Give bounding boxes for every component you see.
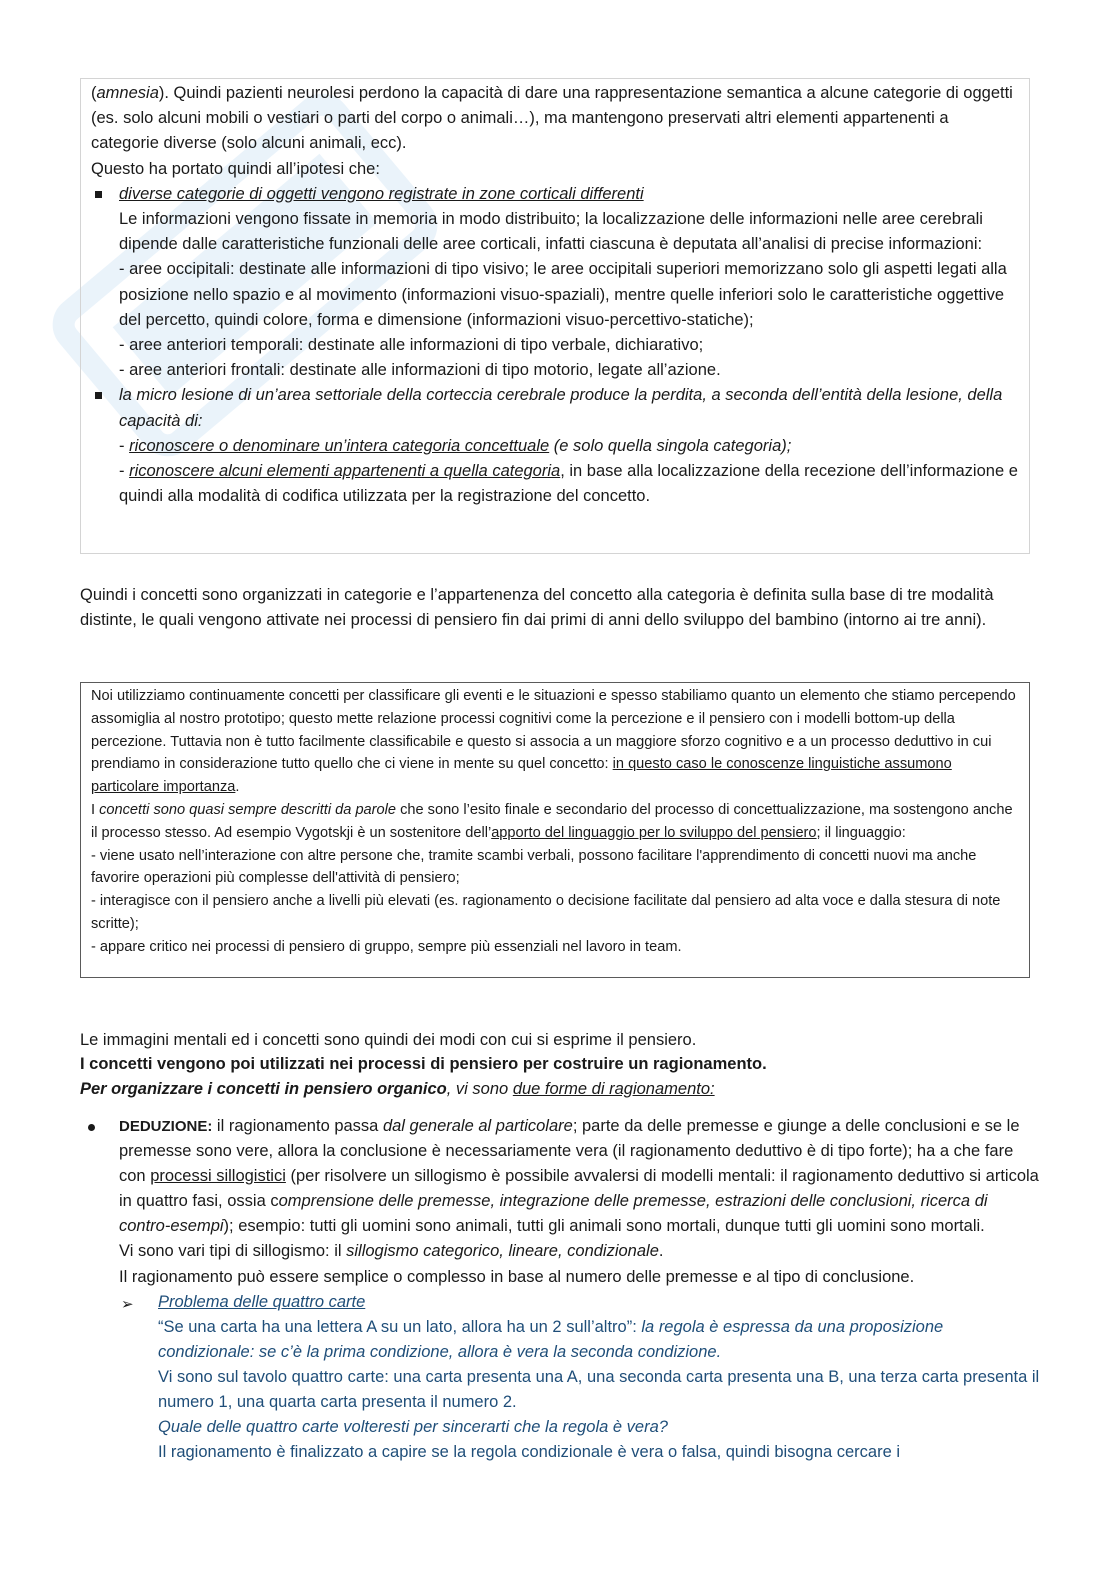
problema-ragionamento: Il ragionamento è finalizzato a capire se la regola condizionale è vera o falsa, quindi bisogna cercare i [158, 1443, 901, 1462]
deduzione-paragraph: DEDUZIONE: il ragionamento passa dal generale al particolare; parte da delle premesse e giunge a delle conclusioni e se le premesse sono vere, allora la conclusione è necessariamente vera (il ragionamento deduttivo è di tipo forte); ha a che fare con processi sillogistici (per risolvere un sillogismo è possibile avvalersi di modelli mentali: il ragionamento deduttivo si articola in quattro fasi, ossia comprensione delle premesse, integrazione delle premesse, estrazioni delle conclusioni, ricerca di contro-esempi); esempio: tutti gli uomini sono animali, tutti gli animali sono mortali, dunque tutti gli uomini sono mortali. [119, 1117, 1039, 1236]
ragionamento-intro [80, 1028, 1040, 1101]
linguaggio-item-2: - interagisce con il pensiero anche a livelli più elevati (es. ragionamento o decisione facilitate dal pensiero ad alta voce e dalla stesura di note scritte); [91, 893, 1001, 932]
problema-title: Problema delle quattro carte [158, 1292, 366, 1311]
problema-domanda: Quale delle quattro carte volteresti per sincerarti che la regola è vera? [158, 1418, 668, 1437]
box2-paragraph-2: I concetti sono quasi sempre descritti da parole che sono l’esito finale e secondario del processo di concettualizzazione, ma sostengono anche il processo stesso. Ad esempio Vygotskji è un sostenitore dell’apporto del linguaggio per lo sviluppo del pensiero; il linguaggio: [91, 801, 1013, 841]
aree-temporali: - aree anteriori temporali: destinate alle informazioni di tipo verbale, dichiarativo; [119, 336, 704, 355]
linguaggio-item-1: - viene usato nell’interazione con altre persone che, tramite scambi verbali, possono facilitare l'apprendimento di concetti nuovi ma anche favorire operazioni più complesse dell'attività di pensiero; [91, 847, 977, 887]
tipi-sillogismo: Vi sono vari tipi di sillogismo: il sillogismo categorico, lineare, condizionale. [119, 1242, 664, 1261]
linguaggio-item-3: - appare critico nei processi di pensiero di gruppo, sempre più essenziali nel lavoro in team. [91, 938, 682, 955]
bullet-item-zone-corticali [91, 182, 1019, 384]
bullet-body: Le informazioni vengono fissate in memoria in modo distribuito; la localizzazione delle informazioni nelle aree cerebrali dipende dalle caratteristiche funzionali delle aree corticali, infatti ciascuna è deputata all’analisi di precise informazioni: [119, 210, 983, 254]
amnesia-paragraph: (amnesia). Quindi pazienti neurolesi perdono la capacità di dare una rappresentazione semantica a alcune categorie di oggetti (es. solo alcuni mobili o vestiari o parti del corpo o animali…), ma mantengono preservati altri elementi appartenenti a categorie diverse (solo alcuni animali, ecc). [91, 84, 1013, 153]
arrow-bullet-icon: ➢ [121, 1295, 134, 1313]
intro-line-2: I concetti vengono poi utilizzati nei processi di pensiero per costruire un ragionamento. [80, 1055, 767, 1074]
aree-occipitali: - aree occipitali: destinate alle informazioni di tipo visivo; le aree occipitali superiori memorizzano solo gli aspetti legati alla posizione nello spazio e al movimento (informazioni visuo-spaziali), mentre quelle inferiori solo le caratteristiche oggettive del percetto, quindi colore, forma e dimensione (informazioni visuo-percettivo-statiche); [119, 260, 1007, 329]
round-bullet-icon [88, 1124, 95, 1131]
notes-box-categorie [80, 78, 1030, 554]
problema-carte: Vi sono sul tavolo quattro carte: una carta presenta una A, una seconda carta presenta una B, una terza carta presenta il numero 1, una quarta carta presenta il numero 2. [158, 1367, 1040, 1412]
notes-box-linguaggio [80, 682, 1030, 978]
ipotesi-line: Questo ha portato quindi all’ipotesi che: [91, 159, 380, 178]
problema-regola: “Se una carta ha una lettera A su un lato, allora ha un 2 sull’altro”: la regola è espressa da una proposizione condizionale: se c’è la prima condizione, allora è vera la seconda condizione. [158, 1317, 944, 1361]
lesione-item-2: - riconoscere alcuni elementi appartenenti a quella categoria, in base alla localizzazione della recezione dell’informazione e quindi alla modalità di codifica utilizzata per la registrazione del concetto. [119, 462, 1018, 506]
bullet-item-micro-lesione [91, 383, 1019, 509]
box2-paragraph-1: Noi utilizziamo continuamente concetti per classificare gli eventi e le situazioni e spesso stabiliamo quanto un elemento che stiamo percependo assomiglia al nostro prototipo; questo mette relazione processi cognitivi come la percezione e il pensiero con i modelli bottom-up della percezione. Tuttavia non è tutto facilmente classificabile e questo si associa a un maggiore sforzo cognitivo e a un processo deduttivo in cui prendiamo in considerazione tutto quello che ci viene in mente su quel concetto: in questo caso le conoscenze linguistiche assumono particolare importanza. [91, 688, 1016, 796]
square-bullet-icon [95, 191, 102, 198]
square-bullet-icon [95, 392, 102, 399]
bullet-title: diverse categorie di oggetti vengono registrate in zone corticali differenti [119, 184, 644, 203]
concetti-categorie-paragraph: Quindi i concetti sono organizzati in categorie e l’appartenenza del concetto alla categoria è definita sulla base di tre modalità distinte, le quali vengono attivate nei processi di pensiero fin dai primi di anni dello sviluppo del bambino (intorno ai tre anni). [80, 586, 994, 630]
intro-line-1: Le immagini mentali ed i concetti sono quindi dei modi con cui si esprime il pensiero. [80, 1031, 697, 1049]
lesione-item-1: - riconoscere o denominare un’intera categoria concettuale (e solo quella singola categoria); [119, 436, 792, 455]
ragionamento-complessita: Il ragionamento può essere semplice o complesso in base al numero delle premesse e al tipo di conclusione. [119, 1267, 915, 1286]
intro-line-3: Per organizzare i concetti in pensiero organico, vi sono due forme di ragionamento: [80, 1079, 715, 1098]
bullet-title: la micro lesione di un’area settoriale della corteccia cerebrale produce la perdita, a seconda dell’entità della lesione, della capacità di: [119, 386, 1003, 430]
problema-quattro-carte [119, 1290, 1040, 1466]
aree-frontali: - aree anteriori frontali: destinate alle informazioni di tipo motorio, legate all’azione. [119, 361, 721, 380]
deduzione-section [80, 1114, 1040, 1465]
